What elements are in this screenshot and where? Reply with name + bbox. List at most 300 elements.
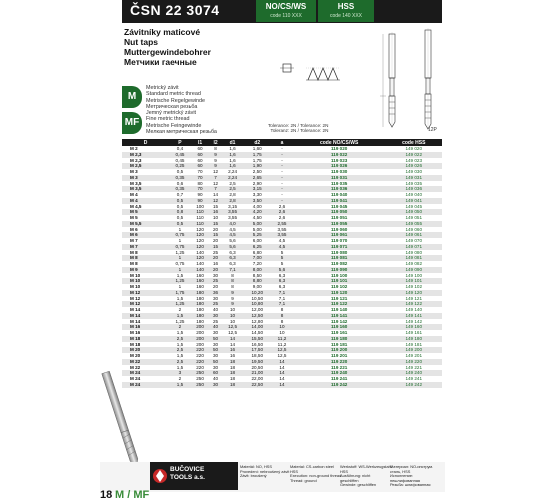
table-cell: 9 (222, 290, 244, 296)
table-cell: 40 (212, 376, 219, 382)
table-cell: 2,5 (169, 359, 191, 365)
table-cell: M 3 (122, 175, 169, 181)
table-cell: 40 (212, 307, 219, 313)
metric-desc-line: Метрическая резьба (146, 104, 198, 111)
table-cell: 17,50 (243, 347, 271, 353)
table-cell: 80 (197, 180, 203, 186)
table-cell: 2,24 (228, 169, 238, 175)
table-cell: 149 241 (405, 376, 423, 382)
table-cell: 149 201 (405, 353, 423, 359)
table-cell: 0,5 (169, 198, 191, 204)
table-cell: 1,6 (229, 157, 236, 163)
table-cell: M 12 (122, 290, 169, 296)
table-cell: 119 051 (330, 215, 348, 221)
table-cell: 200 (191, 336, 210, 342)
table-cell: 25 (212, 318, 219, 324)
table-cell: 119 241 (330, 376, 348, 382)
table-cell: 0,45 (175, 157, 185, 163)
table-cell: 21,00 (243, 370, 271, 376)
table-cell: 119 142 (330, 318, 348, 324)
tolerance-line: Toleranz: 2N / Tolerance: 2N (270, 128, 329, 134)
table-cell: 1,5 (176, 330, 184, 336)
table-cell: 119 036 (293, 186, 386, 192)
table-cell: 2,8 (222, 198, 244, 204)
table-cell: 0,75 (175, 261, 185, 267)
table-cell: 9 (222, 301, 244, 307)
table-cell: 36 (209, 290, 221, 296)
table-cell: 1,25 (175, 249, 185, 255)
table-cell: 10 (279, 330, 285, 336)
table-cell: M 24 (122, 382, 169, 388)
table-cell: 149 041 (386, 198, 443, 204)
table-cell: M 6 (122, 232, 169, 238)
column-header: code HSS (386, 139, 443, 146)
table-cell: 15 (212, 203, 219, 209)
table-cell: 18 (222, 382, 244, 388)
table-cell: 149 070 (405, 238, 423, 244)
table-cell: 5,00 (252, 226, 262, 232)
table-cell: 149 055 (386, 221, 443, 227)
table-cell: 70 (191, 186, 210, 192)
table-cell: 9,00 (252, 284, 262, 290)
table-cell: 2,5 (169, 336, 191, 342)
table-cell: 149 180 (386, 336, 443, 342)
table-cell: 8 (271, 313, 293, 319)
metric-description (146, 85, 205, 111)
table-cell: 149 030 (405, 169, 423, 175)
tolerance-line: Tolerance: 2N / Tolerance: 2N (268, 123, 329, 128)
table-cell: 1,60 (252, 146, 262, 152)
table-cell: 2 (169, 324, 191, 330)
table-cell: 1 (178, 284, 182, 290)
table-cell: 119 102 (330, 284, 348, 290)
table-cell: 119 101 (293, 278, 386, 284)
table-body (122, 146, 442, 388)
table-cell: - (271, 152, 293, 158)
table-cell: 15 (209, 232, 221, 238)
table-cell: 140 (191, 267, 210, 273)
table-cell: M 14 (130, 318, 141, 324)
table-cell: 180 (191, 313, 210, 319)
table-cell: 149 141 (386, 313, 443, 319)
name-cz: Závitníky maticové (124, 27, 201, 37)
table-cell: M 2,5 (122, 163, 169, 169)
dimension-table (122, 139, 442, 388)
table-cell: 149 122 (386, 301, 443, 307)
logo-text (170, 466, 205, 482)
table-cell: 30 (212, 295, 219, 301)
table-cell: 119 160 (293, 324, 386, 330)
table-cell: 3,55 (277, 226, 287, 232)
table-cell: 10,50 (251, 295, 263, 301)
table-cell: 1,75 (169, 290, 191, 296)
table-cell: 119 060 (330, 226, 348, 232)
table-cell: 1,6 (222, 152, 244, 158)
thread-profile-icon (306, 68, 340, 80)
table-cell: 149 140 (405, 307, 423, 313)
table-cell: - (271, 198, 293, 204)
table-cell: 0,35 (169, 186, 191, 192)
table-cell: 8,50 (252, 272, 262, 278)
table-cell: 200 (196, 330, 204, 336)
table-cell: 25 (209, 278, 221, 284)
logo-mark-icon (150, 462, 170, 490)
table-cell: 0,5 (176, 169, 184, 175)
table-row (122, 382, 442, 388)
table-cell: 18 (222, 359, 244, 365)
table-cell: 149 101 (386, 278, 443, 284)
table-cell: 200 (196, 341, 204, 347)
table-cell: 119 022 (293, 152, 386, 158)
column-header: D (122, 139, 169, 146)
table-cell: 119 181 (330, 341, 348, 347)
table-cell: 5 (280, 249, 284, 255)
table-cell: 2 (178, 376, 182, 382)
table-cell: 25 (209, 301, 221, 307)
table-cell: 1,6 (222, 163, 244, 169)
table-cell: 149 020 (405, 146, 423, 152)
table-cell: M 16 (122, 324, 169, 330)
table-cell: 12,5 (228, 330, 238, 336)
table-cell: 180 (196, 307, 204, 313)
table-cell: 10 (229, 307, 236, 313)
table-cell: 3,50 (243, 198, 271, 204)
table-cell: 119 100 (330, 272, 348, 278)
table-cell: 119 023 (330, 157, 348, 163)
column-header: code NO/CS/WS (293, 139, 386, 146)
table-cell: 4,5 (278, 238, 286, 244)
table-cell: 3,15 (243, 186, 271, 192)
table-cell: 1,25 (169, 301, 191, 307)
table-cell: 250 (196, 376, 204, 382)
logo-line-1: BUČOVICE (170, 466, 205, 473)
table-cell: 6,3 (222, 255, 244, 261)
table-cell: 4,5 (222, 232, 244, 238)
fine-desc-line: Fine metric thread (146, 116, 190, 123)
table-cell: 119 041 (293, 198, 386, 204)
table-cell: 16 (212, 261, 219, 267)
table-cell: 60 (191, 163, 210, 169)
table-cell: 1,25 (169, 278, 191, 284)
table-cell: 10 (222, 313, 244, 319)
footer-line: Ausführung: nicht (340, 473, 371, 479)
table-cell: 119 031 (293, 175, 386, 181)
tolerance-note (268, 123, 328, 134)
table-cell: 12,5 (271, 347, 293, 353)
table-cell: 6,80 (252, 249, 262, 255)
table-cell: 2,65 (243, 175, 271, 181)
table-cell: - (281, 180, 283, 186)
table-cell: 3 (169, 370, 191, 376)
table-cell: 149 061 (386, 232, 443, 238)
table-cell: 10 (212, 215, 219, 221)
table-cell: 1,5 (176, 295, 184, 301)
table-cell: 8 (231, 284, 234, 290)
table-cell: M 5 (130, 215, 138, 221)
table-cell: M 4 (122, 198, 169, 204)
table-cell: 149 120 (386, 290, 443, 296)
table-cell: M 10 (130, 284, 141, 290)
table-cell: 1,5 (176, 272, 184, 278)
table-cell: 119 081 (293, 255, 386, 261)
table-cell: 22,00 (251, 376, 263, 382)
footer-line: Execution: non-ground thread (290, 473, 342, 479)
table-cell: 119 201 (330, 353, 348, 359)
table-cell: 149 023 (405, 157, 423, 163)
table-cell: M 18 (122, 336, 169, 342)
table-cell: 2,90 (252, 180, 262, 186)
table-cell: 16 (222, 347, 244, 353)
table-cell: 180 (191, 301, 210, 307)
table-header-row (122, 139, 442, 146)
table-cell: M 3,5 (122, 186, 169, 192)
table-cell: 14 (271, 382, 293, 388)
table-cell: 20 (212, 238, 219, 244)
table-cell: 149 060 (405, 226, 423, 232)
table-cell: 149 035 (405, 180, 423, 186)
table-cell: 10 (271, 324, 293, 330)
code-box-title: HSS (337, 2, 355, 11)
column-header: l1 (191, 139, 210, 146)
table-cell: 2,55 (271, 221, 293, 227)
table-cell: 12,50 (243, 313, 271, 319)
code-box-sub: code 110 XXX (270, 13, 302, 19)
table-cell: M 20 (130, 353, 141, 359)
table-cell: 11,2 (271, 336, 293, 342)
table-cell: 119 035 (330, 180, 348, 186)
table-cell: 160 (196, 284, 204, 290)
table-cell: 5,6 (222, 244, 244, 250)
table-cell: 119 020 (330, 146, 348, 152)
table-cell: 110 (196, 215, 204, 221)
footer-line: Materiál: NO, HSS (240, 464, 272, 469)
table-cell: 12,5 (222, 324, 244, 330)
table-cell: 180 (196, 295, 204, 301)
table-cell: M 14 (130, 307, 141, 313)
table-cell: M 2 (130, 146, 138, 152)
table-cell: 8 (280, 307, 284, 313)
table-cell: 14 (222, 336, 244, 342)
table-cell: 1,5 (176, 353, 184, 359)
table-cell: 149 022 (386, 152, 443, 158)
table-cell: 18 (222, 370, 244, 376)
table-cell: 11,2 (277, 341, 287, 347)
table-cell: M 10 (130, 272, 141, 278)
footer-line: HSS (340, 468, 348, 474)
table-cell: 1 (178, 226, 182, 232)
table-cell: M 4 (130, 192, 138, 198)
table-cell: 2,5 (229, 180, 236, 186)
code-box-hss (318, 0, 374, 22)
table-cell: M 22 (130, 364, 141, 370)
table-cell: 120 (196, 226, 204, 232)
table-cell: M 10 (122, 278, 169, 284)
table-cell: 119 070 (330, 238, 348, 244)
table-cell: M 3 (130, 169, 138, 175)
footer-line: Provedení: nebroušený závit (240, 468, 290, 474)
footer-line: сталь, HSS (390, 468, 411, 474)
fine-desc-line: Jemný metrický závit (146, 110, 197, 116)
table-cell: 0,8 (169, 209, 191, 215)
column-header: d1 (222, 139, 244, 146)
table-cell: 149 040 (405, 192, 423, 198)
table-cell: 7,00 (243, 255, 271, 261)
table-cell: 30 (209, 382, 221, 388)
table-cell: 9 (231, 295, 234, 301)
table-cell: 220 (196, 353, 204, 359)
table-cell: 20 (209, 255, 221, 261)
table-cell: 14 (271, 359, 293, 365)
table-cell: 119 221 (330, 364, 348, 370)
table-cell: 8,80 (243, 278, 271, 284)
table-cell: M 7 (130, 238, 138, 244)
footer-line: Werkstoff: WS-Werkzeugstahl (340, 464, 392, 469)
footer-line: geschliffen (340, 477, 359, 483)
table-cell: 119 045 (330, 203, 348, 209)
table-cell: 119 050 (293, 209, 386, 215)
table-cell: 15 (209, 244, 221, 250)
table-cell: 14,00 (243, 324, 271, 330)
tap-photo (96, 370, 146, 470)
table-cell: M 2,3 (130, 157, 142, 163)
table-cell: 3,55 (271, 232, 293, 238)
table-cell: 12 (212, 180, 219, 186)
table-cell: 149 082 (405, 261, 423, 267)
fine-desc-line: Мелкая метрическая резьба (146, 129, 217, 136)
table-cell: 250 (191, 382, 210, 388)
table-cell: 149 081 (386, 255, 443, 261)
table-cell: 3,55 (228, 215, 238, 221)
table-cell: 16,50 (251, 341, 263, 347)
table-cell: 7,1 (278, 295, 286, 301)
table-cell: 149 100 (405, 272, 423, 278)
table-cell: 6,3 (278, 284, 286, 290)
table-cell: 110 (191, 209, 210, 215)
table-cell: 149 181 (405, 341, 423, 347)
table-cell: - (281, 192, 283, 198)
metric-desc-line: Standard metric thread (146, 91, 201, 98)
table-cell: 25 (212, 249, 219, 255)
table-cell: 120 (191, 244, 210, 250)
table-cell: 1,5 (176, 341, 184, 347)
logo-line-2: TOOLS a.s. (170, 474, 205, 481)
table-cell: M 12 (122, 301, 169, 307)
table-cell: M 12 (130, 295, 141, 301)
table-cell: 9 (214, 157, 217, 163)
table-cell: 119 220 (293, 359, 386, 365)
table-cell: M 4,5 (130, 203, 142, 209)
table-cell: 149 160 (386, 324, 443, 330)
table-cell: 12 (212, 169, 219, 175)
table-cell: M 6 (130, 226, 138, 232)
header-divider (122, 22, 442, 23)
table-cell: 149 121 (405, 295, 423, 301)
table-cell: 1,75 (243, 152, 271, 158)
footer-col-cz (240, 465, 294, 479)
footer-line: Материал: NO-инструм. (390, 464, 434, 469)
table-cell: 3,30 (252, 192, 262, 198)
table-cell: 1,75 (252, 157, 262, 163)
code-box-sub: code 140 XXX (330, 13, 362, 19)
table-cell: 149 080 (405, 249, 423, 255)
table-cell: - (281, 146, 283, 152)
table-cell: 5,6 (271, 267, 293, 273)
table-cell: 70 (197, 169, 203, 175)
table-cell: 1,5 (169, 382, 191, 388)
table-cell: 12,5 (277, 353, 287, 359)
table-cell: 8 (280, 318, 284, 324)
table-cell: 70 (191, 175, 210, 181)
table-cell: 149 161 (405, 330, 423, 336)
footer-line: нешлифованная (390, 477, 420, 483)
table-cell: M 8 (122, 255, 169, 261)
table-cell: 1,6 (229, 146, 236, 152)
table-cell: 0,45 (169, 152, 191, 158)
name-en: Nut taps (124, 37, 158, 47)
table-cell: 7 (209, 175, 221, 181)
column-header: P (169, 139, 191, 146)
table-cell: 20 (212, 226, 219, 232)
footer-col-ru (390, 465, 444, 488)
table-cell: M 8 (130, 261, 138, 267)
table-cell: M 20 (122, 347, 169, 353)
product-names (124, 27, 211, 67)
footer-line: Thread: ground (290, 477, 317, 483)
table-cell: M 18 (130, 341, 141, 347)
table-cell: 14 (279, 364, 285, 370)
table-cell: 2,50 (252, 169, 262, 175)
table-cell: 10 (229, 318, 236, 324)
table-cell: 2 (178, 307, 182, 313)
table-cell: 30 (212, 353, 219, 359)
table-cell: 7,1 (271, 301, 293, 307)
code-box-title: NO/CS/WS (265, 2, 307, 11)
table-cell: M 5,5 (122, 221, 169, 227)
table-cell: 149 045 (405, 203, 423, 209)
table-cell: 6,00 (252, 238, 262, 244)
table-cell: M 8 (130, 249, 138, 255)
table-cell: 119 240 (293, 370, 386, 376)
table-cell: 14 (271, 370, 293, 376)
table-cell: 0,35 (169, 175, 191, 181)
column-header: d2 (243, 139, 271, 146)
footer-line: Резьба: шлифованная (390, 482, 431, 488)
table-cell: 7,20 (252, 261, 262, 267)
table-cell: 12 (209, 198, 221, 204)
page-number: 18 (100, 489, 113, 501)
table-cell: 100 (196, 203, 204, 209)
table-cell: 220 (196, 364, 204, 370)
table-cell: 250 (191, 370, 210, 376)
table-cell: - (281, 169, 283, 175)
table-cell: 1 (169, 255, 191, 261)
table-cell: 5 (280, 261, 284, 267)
table-cell: 119 082 (330, 261, 348, 267)
table-cell: 149 031 (386, 175, 443, 181)
standard-title: ČSN 22 3074 (130, 2, 220, 18)
table-cell: 1,5 (169, 313, 191, 319)
table-cell: 12,80 (251, 318, 263, 324)
table-cell: 14 (279, 376, 285, 382)
table-cell: 119 242 (293, 382, 386, 388)
table-cell: 4,50 (252, 215, 262, 221)
footer-line: Závit: broušený (240, 473, 267, 479)
table-cell: 7,1 (271, 290, 293, 296)
table-cell: 1,25 (175, 318, 185, 324)
metric-badge: M (122, 86, 142, 108)
table-cell: 2,6 (271, 209, 293, 215)
fine-metric-badge: MF (122, 112, 142, 134)
